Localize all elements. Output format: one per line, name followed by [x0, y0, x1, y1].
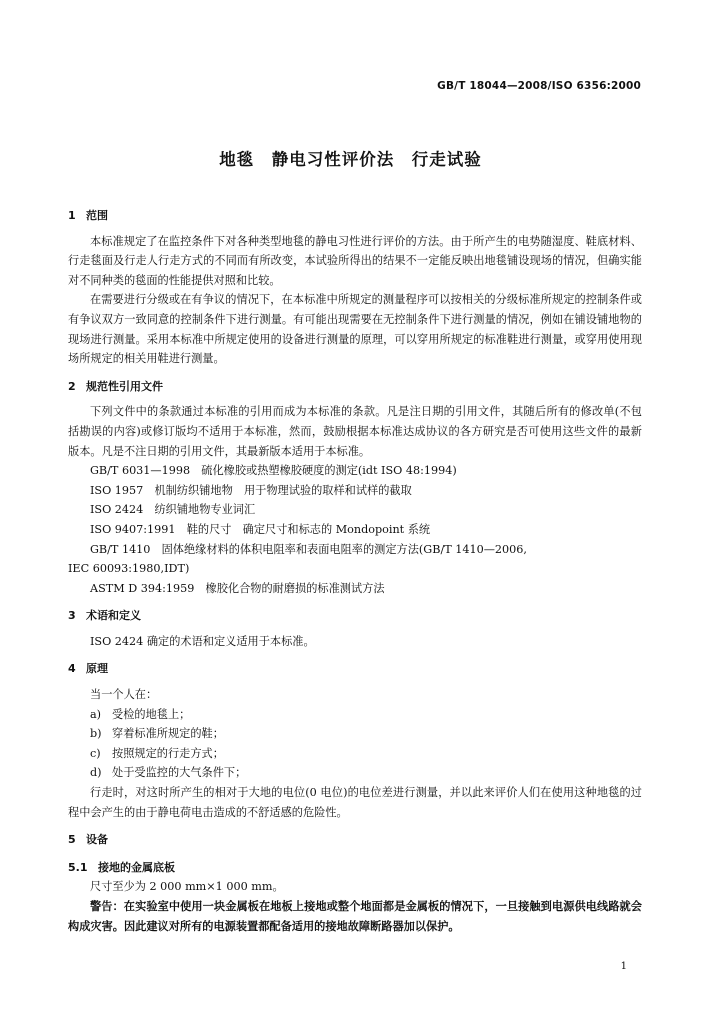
section-number: 1	[68, 209, 76, 222]
section-1-heading	[68, 206, 642, 226]
subsection-number: 5.1	[68, 860, 88, 874]
page-number: 1	[620, 961, 627, 972]
plate-size-text: 尺寸至少为 2 000 mm×1 000 mm。	[90, 880, 284, 894]
list-item	[68, 705, 642, 725]
section-title: 原理	[86, 662, 108, 676]
terms-paragraph: ISO 2424 确定的术语和定义适用于本标准。	[90, 634, 315, 648]
subsection-title: 接地的金属底板	[98, 860, 175, 874]
list-marker: c)	[90, 746, 101, 760]
reference-item: ISO 1957 机制纺织铺地物 用于物理试验的取样和试样的截取	[90, 483, 412, 497]
list-item-text: 处于受监控的大气条件下；	[112, 766, 247, 780]
section-title: 规范性引用文件	[86, 379, 163, 393]
list-item	[68, 744, 642, 764]
document-body	[68, 206, 642, 936]
scope-paragraph-2: 在需要进行分级或在有争议的情况下，在本标准中所规定的测量程序可以按相关的分级标准所规定的控制条件或有争议双方一致同意的控制条件下进行测量。有可能出现需要在无控制条件下进行测量的情况，例如在铺设铺地物的现场进行测量。采用本标准中所规定使用的设备进行测量的原理，可以穿用所规定的标准鞋进行测量，或穿用使用现场所规定的相关用鞋进行测量。	[68, 293, 642, 366]
list-marker: b)	[90, 727, 102, 741]
section-4-heading	[68, 659, 642, 679]
section-number: 4	[68, 662, 76, 676]
section-title: 设备	[86, 833, 108, 847]
section-number: 5	[68, 833, 76, 847]
reference-item: ISO 9407:1991 鞋的尺寸 确定尺寸和标志的 Mondopoint 系统	[90, 522, 431, 536]
reference-text-continued: IEC 60093:1980,IDT)	[68, 562, 190, 576]
principle-paragraph: 行走时，对这时所产生的相对于大地的电位(0 电位)的电位差进行测量，并以此来评价人们在使用这种地毯的过程中会产生的由于静电荷电击造成的不舒适感的危险性。	[68, 786, 642, 819]
list-marker: a)	[90, 707, 102, 721]
list-item	[68, 724, 642, 744]
section-title: 术语和定义	[86, 609, 141, 623]
warning-paragraph: 警告：在实验室中使用一块金属板在地板上接地或整个地面都是金属板的情况下，一旦接触到电源供电线路就会构成灾害。因此建议对所有的电源装置都配备适用的接地故障断路器加以保护。	[68, 899, 642, 933]
section-5-heading	[68, 830, 642, 850]
scope-paragraph-1: 本标准规定了在监控条件下对各种类型地毯的静电习性进行评价的方法。由于所产生的电势随湿度、鞋底材料、行走毯面及行走人行走方式的不同而有所改变，本试验所得出的结果不一定能反映出地毯铺设现场的情况，但确实能对不同种类的毯面的性能提供对照和比较。	[68, 234, 642, 287]
reference-text: GB/T 1410 固体绝缘材料的体积电阻率和表面电阻率的测定方法(GB/T 1410—2006,	[90, 542, 527, 556]
principle-lead: 当一个人在：	[90, 688, 158, 702]
reference-item: GB/T 6031—1998 硫化橡胶或热塑橡胶硬度的测定(idt ISO 48:1994)	[90, 464, 457, 478]
references-intro: 下列文件中的条款通过本标准的引用而成为本标准的条款。凡是注日期的引用文件，其随后所有的修改单(不包括勘误的内容)或修订版均不适用于本标准，然而，鼓励根据本标准达成协议的各方研究是否可使用这些文件的最新版本。凡是不注日期的引用文件，其最新版本适用于本标准。	[68, 405, 642, 458]
section-number: 3	[68, 609, 76, 623]
section-number: 2	[68, 379, 76, 393]
section-title: 范围	[86, 209, 108, 222]
list-marker: d)	[90, 766, 102, 780]
list-item-text: 按照规定的行走方式；	[112, 746, 224, 760]
reference-item: ASTM D 394:1959 橡胶化合物的耐磨损的标准测试方法	[90, 581, 385, 595]
document-title: 地毯 静电习性评价法 行走试验	[219, 150, 482, 169]
list-item-text: 受检的地毯上；	[112, 707, 191, 721]
subsection-5-1-heading	[68, 858, 642, 878]
section-3-heading	[68, 606, 642, 626]
list-item-text: 穿着标准所规定的鞋；	[112, 727, 224, 741]
standard-number: GB/T 18044—2008/ISO 6356:2000	[437, 80, 641, 92]
section-2-heading	[68, 377, 642, 397]
reference-item: ISO 2424 纺织铺地物专业词汇	[90, 503, 256, 517]
reference-item-long	[68, 540, 642, 579]
list-item	[68, 763, 642, 783]
